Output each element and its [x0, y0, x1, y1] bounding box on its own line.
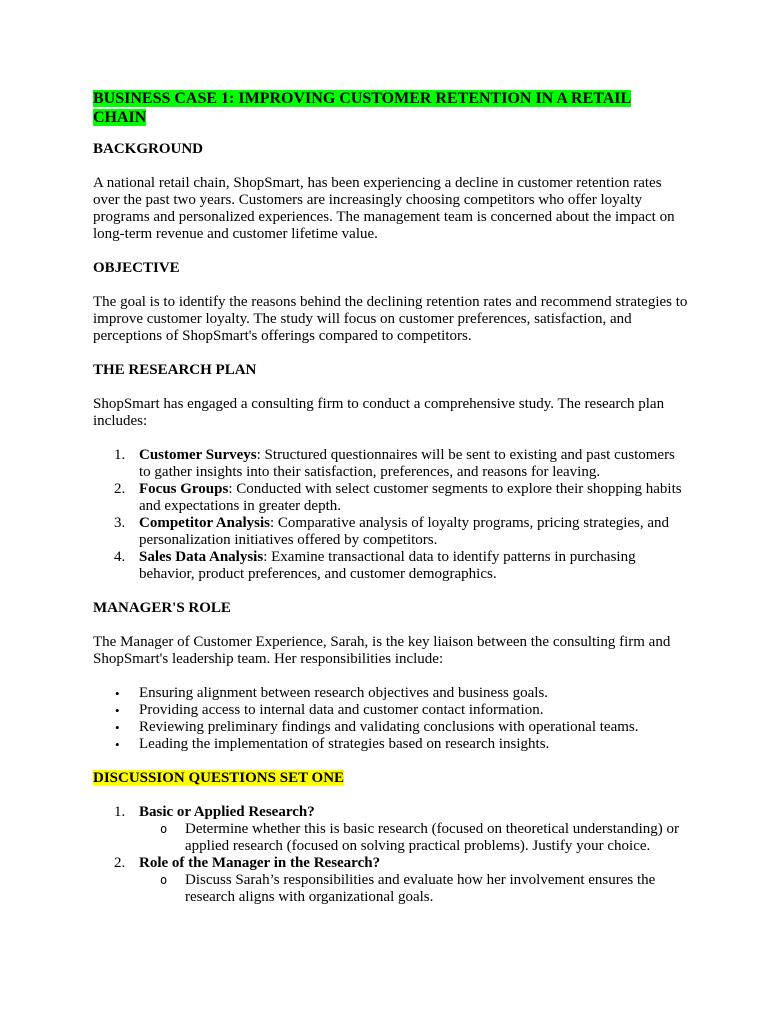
- sub-item: [139, 872, 688, 906]
- list-number: 3.: [114, 515, 126, 531]
- bullet-icon: •: [115, 737, 120, 752]
- list-item: [93, 702, 688, 719]
- sub-list: [139, 821, 688, 855]
- background-heading: BACKGROUND: [93, 141, 204, 157]
- list-number: 2.: [114, 481, 126, 497]
- research-plan-heading: THE RESEARCH PLAN: [93, 362, 257, 378]
- list-item: [93, 736, 688, 753]
- list-item-term: Sales Data Analysis: [139, 549, 264, 565]
- bullet-icon: •: [115, 720, 120, 735]
- discussion-highlight: DISCUSSION QUESTIONS SET ONE: [93, 770, 345, 786]
- question-title: Basic or Applied Research?: [139, 804, 315, 820]
- list-item-text: Reviewing preliminary findings and validating conclusions with operational teams.: [139, 719, 639, 735]
- responsibilities-list: [93, 685, 688, 753]
- list-item-term: Customer Surveys: [139, 447, 257, 463]
- objective-heading: OBJECTIVE: [93, 260, 180, 276]
- list-item: [93, 685, 688, 702]
- circle-bullet-icon: o: [160, 873, 168, 887]
- list-item-text: Leading the implementation of strategies based on research insights.: [139, 736, 550, 752]
- sub-item-text: Discuss Sarah’s responsibilities and evaluate how her involvement ensures the research aligns with organizational goals.: [185, 872, 656, 905]
- objective-paragraph: The goal is to identify the reasons behind the declining retention rates and recommend strategies to improve customer loyalty. The study will focus on customer preferences, satisfaction, and perceptions of ShopSmart's offerings compared to competitors.: [93, 294, 688, 344]
- document-title: [93, 89, 633, 127]
- list-item: [93, 515, 688, 549]
- list-number: 4.: [114, 549, 126, 565]
- list-item: [93, 481, 688, 515]
- list-item: [93, 719, 688, 736]
- circle-bullet-icon: o: [160, 822, 168, 836]
- list-item-description: : Examine transactional data to identify patterns in purchasing behavior, product preferences, and customer demographics.: [139, 549, 636, 582]
- research-plan-intro: ShopSmart has engaged a consulting firm to conduct a comprehensive study. The research plan includes:: [93, 396, 665, 429]
- list-item-text: Providing access to internal data and customer contact information.: [139, 702, 544, 718]
- list-number: 2.: [114, 855, 126, 871]
- sub-item-text: Determine whether this is basic research (focused on theoretical understanding) or applied research (focused on solving practical problems). Justify your choice.: [185, 821, 679, 854]
- research-plan-list: [93, 447, 688, 583]
- sub-list: [139, 872, 688, 906]
- list-number: 1.: [114, 804, 126, 820]
- managers-role-heading: MANAGER'S ROLE: [93, 600, 231, 616]
- list-item-description: : Comparative analysis of loyalty programs, pricing strategies, and personalization initiatives offered by competitors.: [139, 515, 670, 548]
- sub-item: [139, 821, 688, 855]
- managers-role-intro: The Manager of Customer Experience, Sarah, is the key liaison between the consulting firm and ShopSmart's leadership team. Her responsibilities include:: [93, 634, 671, 667]
- bullet-icon: •: [115, 703, 120, 718]
- list-item-term: Focus Groups: [139, 481, 229, 497]
- discussion-heading: [93, 770, 688, 787]
- list-item-description: : Conducted with select customer segments to explore their shopping habits and expectations in greater depth.: [139, 481, 682, 514]
- list-item: [93, 447, 688, 481]
- list-number: 1.: [114, 447, 126, 463]
- question-item: [93, 855, 688, 906]
- list-item: [93, 549, 688, 583]
- title-highlight: BUSINESS CASE 1: IMPROVING CUSTOMER RETENTION IN A RETAIL CHAIN: [93, 90, 632, 126]
- list-item-term: Competitor Analysis: [139, 515, 270, 531]
- list-item-description: : Structured questionnaires will be sent to existing and past customers to gather insights into their satisfaction, preferences, and reasons for leaving.: [139, 447, 675, 480]
- background-paragraph: A national retail chain, ShopSmart, has been experiencing a decline in customer retention rates over the past two years. Customers are increasingly choosing competitors who offer loyalty programs and personalized experiences. The management team is concerned about the impact on long-term revenue and customer lifetime value.: [93, 175, 675, 242]
- question-item: [93, 804, 688, 855]
- list-item-text: Ensuring alignment between research objectives and business goals.: [139, 685, 549, 701]
- question-title: Role of the Manager in the Research?: [139, 855, 381, 871]
- discussion-questions-list: [93, 804, 688, 906]
- bullet-icon: •: [115, 686, 120, 701]
